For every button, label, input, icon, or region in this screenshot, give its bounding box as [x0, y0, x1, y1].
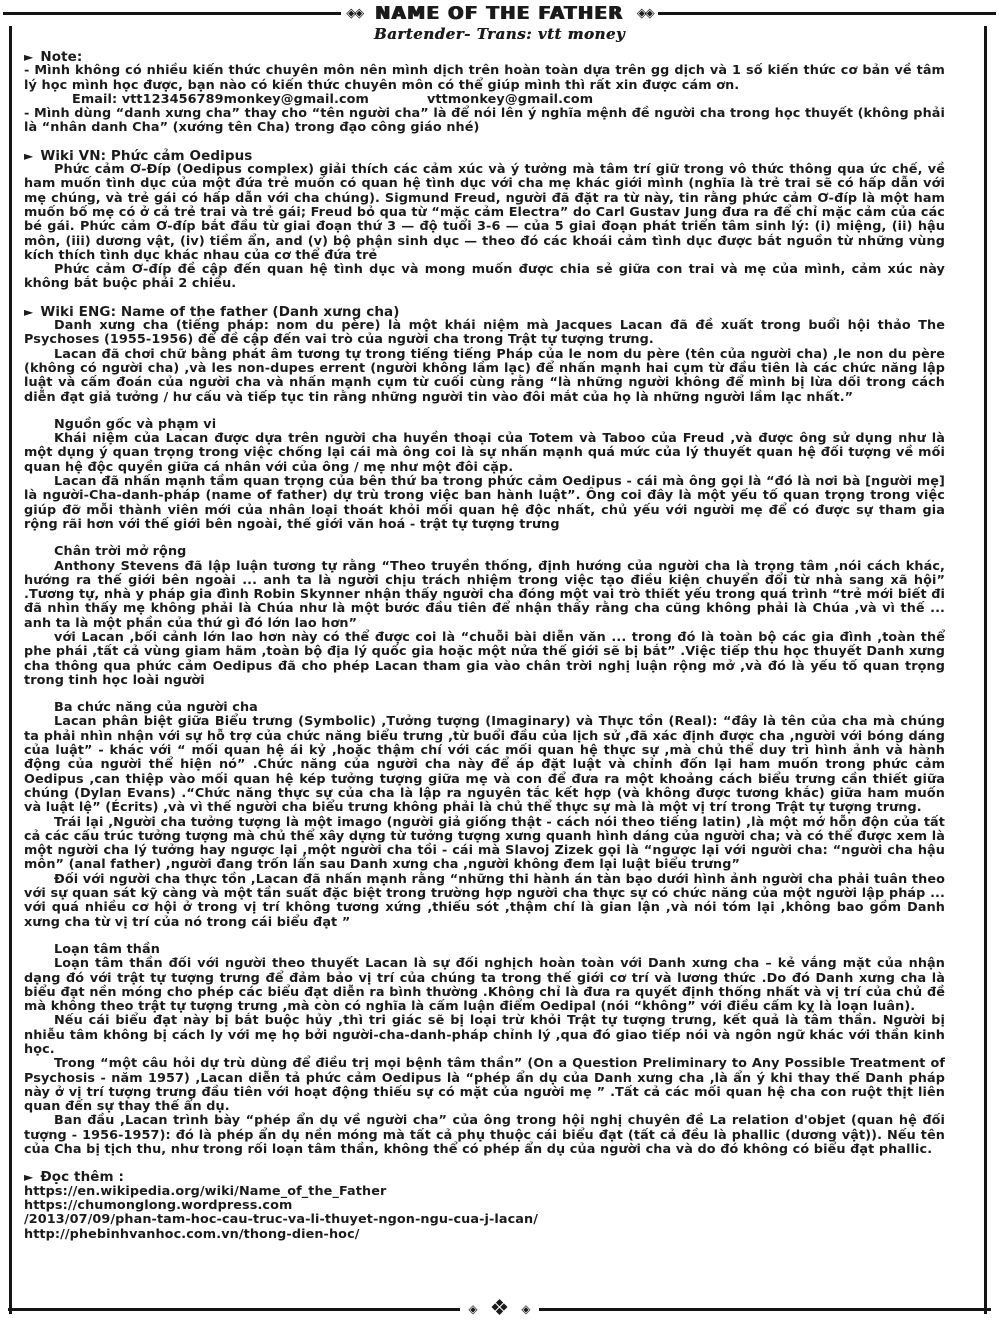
header-rule-left — [3, 12, 341, 15]
paragraph: Lacan đã chơi chữ bằng phát âm tương tự trong tiếng tiếng Pháp của le nom du père (tên của người cha) ,le non du père (không có người cha) ,và les non-dupes errent (người không lầm lạc) để nhấn mạnh hai cụm từ đầu tiên là các chức năng lập luật và cấm đoán của người cha và nhấn mạnh cụm từ cuối cùng rằng “là những người không để mình bị lừa dối trong cách diễn đạt giả tưởng / hư cấu và tiếp tục tin rằng những người tin vào đôi mắt của họ là những người lầm lạc nhất.” — [24, 346, 945, 405]
sub-heading: Chân trời mở rộng — [54, 544, 187, 560]
sub-heading: Ba chức năng của người cha — [54, 700, 258, 716]
section-label: Wiki VN: Phức cảm Oedipus — [40, 147, 253, 164]
paragraph: Nếu cái biểu đạt này bị bắt buộc hủy ,thì tri giác sẽ bị loại trừ khỏi Trật tự tượng trưng, kết quả là tâm thần. Người bị nhiễu tâm không bị cách ly với mẹ họ bởi người-cha-danh-pháp chỉnh lý ,qua đó giao tiếp nói và ngôn ngữ khác với thần kinh học. — [24, 1013, 945, 1057]
section-header — [24, 305, 945, 319]
document-body — [0, 43, 999, 1242]
page-subtitle: Bartender- Trans: vtt money — [373, 25, 626, 43]
diamond-ornament-right-icon: ◈ — [521, 1302, 531, 1316]
reference-url: https://en.wikipedia.org/wiki/Name_of_the_Father — [24, 1183, 387, 1199]
title-row — [0, 3, 999, 24]
footer-rule-right — [539, 1308, 991, 1311]
paragraph: Anthony Stevens đã lập luận tương tự rằng “Theo truyền thống, định hướng của người cha là trọng tâm ,nói cách khác, hướng ra thế giới bên ngoài ... anh ta là người chịu trách nhiệm trong việc tạo điều kiện chuyển đổi từ nhà sang xã hội” .Tương tự, nhà y pháp gia đình Robin Skynner nhận thấy người cha đóng một vai trò thiết yếu trong quá trình “trẻ mới biết đi đã nhìn thấy mẹ không phải là Chúa như là một bước đầu tiên để nhận thấy rằng cha cũng không phải là Chúa ,và vì thế ... anh ta là một phần của thứ gì đó lớn lao hơn” — [24, 558, 945, 631]
paragraph: Trái lại ,Người cha tưởng tượng là một imago (người giả giống thật - cách nói theo tiếng latin) ,là một mớ hỗn độn của tất cả các cấu trúc tưởng tượng mà chủ thể xây dựng từ tưởng tượng xưng quanh hình dáng của người cha; và có thể được xem là một người cha lý tưởng hay ngược lại ,một người cha tồi - cái mà Slavoj Zizek gọi là “ngược lại với người cha: “người cha hậu môn” (anal father) ,người đang trốn lẩn sau Danh xưng cha ,người không đem lại luật biểu trưng” — [24, 814, 945, 873]
paragraph: Phức cảm Ơ-Đíp (Oedipus complex) giải thích các cảm xúc và ý tưởng mà tâm trí giữ trong vô thức thông qua ức chế, về ham muốn tình dục của một đứa trẻ muốn có quan hệ tình dục với cha mẹ khác giới mình (nghĩa là trẻ trai sẽ có hấp dẫn với mẹ chúng, và trẻ gái có hấp dẫn với cha chúng). Sigmund Freud, người đã đặt ra từ này, tin rằng phức cảm Ơ-đíp là một ham muốn bố mẹ có ở cả trẻ trai và trẻ gái; Freud bỏ qua từ “mặc cảm Electra” do Carl Gustav Jung đưa ra để chỉ mặc cảm của các bé gái. Phức cảm Ơ-đíp bắt đầu từ giai đoạn thứ 3 — độ tuổi 3-6 — của 5 giai đoạn phát triển tâm sinh lý: (i) miệng, (ii) hậu môn, (iii) dương vật, (iv) tiềm ẩn, and (v) bộ phận sinh dục — theo đó các khoái cảm tình dục được bắt nguồn từ những vùng kích thích tình dục khác nhau của cơ thể đứa trẻ — [24, 162, 945, 263]
note-line: - Mình không có nhiều kiến thức chuyên môn nên mình dịch trên hoàn toàn dựa trên gg dịch và 1 số kiến thức cơ bản về tâm lý học mình học được, bạn nào có kiến thức chuyên môn có thể giúp mình thì rất xin được cám ơn. — [24, 63, 945, 93]
section-label: Đọc thêm : — [40, 1169, 125, 1186]
footer-ornament — [460, 1298, 538, 1320]
paragraph: Đối với người cha thực tồn ,Lacan đã nhấn mạnh rằng “những thi hành án tàn bạo dưới hình ảnh người cha phải tuân theo với sự quan sát kỹ càng và một tần suất đặc biệt trong trường hợp người cha thực sự có chức năng của một người lập pháp ... với quá nhiều cơ hội ở trong vị trí không tương xứng ,thiếu sót ,thậm chí là gian lận ,và nói tóm lại ,không bao gồm Danh xưng cha từ vị trí của nó trong cái biểu đạt ” — [24, 871, 945, 930]
diamond-ornament-left-icon: ◈ — [468, 1302, 478, 1316]
page-border-left — [9, 26, 12, 1314]
reference-url: /2013/07/09/phan-tam-hoc-cau-truc-va-li-thuyet-ngon-ngu-cua-j-lacan/ — [24, 1212, 539, 1228]
page-header — [0, 0, 999, 43]
section-label: Note: — [40, 49, 83, 65]
paragraph: Lacan đã nhấn mạnh tầm quan trọng của bên thứ ba trong phức cảm Oedipus - cái mà ông gọi là “đó là nơi bà [người mẹ] là người-Cha-danh-pháp (name of father) dự trù trong việc ban hành luật”. Ông coi đây là một yếu tố quan trọng trong việc giúp đỡ mỗi thành viên mới của nhân loại thoát khỏi mối quan hệ độc nhất, chủ yếu với người mẹ để có được sự tham gia rộng rãi hơn với thế giới bên ngoài, thế giới văn hoá - trật tự tượng trưng — [24, 474, 945, 532]
page-footer — [8, 1298, 991, 1320]
paragraph: Loạn tâm thần đối với người theo thuyết Lacan là sự đối nghịch hoàn toàn với Danh xưng cha – kẻ vắng mặt của nhận dạng đó với trật tự tượng trưng để đảm bảo vị trí của chúng ta trong thế giới cơ trí và lương thức .Do đó Danh xưng cha là biểu đạt nền móng cho phép các biểu đạt diễn ra bình thường .Không chỉ là đưa ra quyết định thống nhất và vị trí của chủ đề mà không theo trật tự tượng trưng ,mà còn có nghĩa là cấm luận điểm Oedipal (nói “không” với điều cấm kỵ là loạn luân). — [24, 956, 945, 1015]
header-rule-right — [658, 12, 996, 15]
paragraph: Khái niệm của Lacan được dựa trên người cha huyền thoại của Totem và Taboo của Freud ,và được ông sử dụng như là một dụng ý quan trọng trong việc chống lại cái mà ông coi là sự nhấn mạnh quá mức của lý thuyết quan hệ đối tượng về mối quan hệ độc quyền giữa cá nhân với của ông / mẹ như một đôi cặp. — [24, 431, 945, 475]
paragraph: Phức cảm Ơ-đíp đề cập đến quan hệ tình dục và mong muốn được chia sẻ giữa con trai và mẹ của mình, cảm xúc này không bắt buộc phải 2 chiều. — [24, 262, 945, 292]
section-header — [24, 149, 945, 163]
section-label: Wiki ENG: Name of the father (Danh xưng cha) — [40, 303, 400, 320]
paragraph: Ban đầu ,Lacan trình bày “phép ẩn dụ về người cha” của ông trong hội nghị chuyên đề La relation d'objet (quan hệ đối tượng - 1956-1957): đó là phép ẩn dụ nền móng mà tất cả phụ thuộc cái biểu đạt (tất cả đều là phallic (dương vật)). Nếu tên của Cha bị tịch thu, như trong rối loạn tâm thần, không thể có phép ẩn dụ của người cha và do đó không có biểu đạt phallic. — [24, 1113, 945, 1158]
paragraph: với Lacan ,bối cảnh lớn lao hơn này có thể được coi là “chuỗi bài diễn văn ... trong đó là toàn bộ các gia đình ,toàn thể phe phái ,tất cả vùng giam hãm ,toàn bộ địa lý quốc gia hoặc một nửa thế giới sẽ bị bắt” .Việc tiếp thu học thuyết Danh xưng cha thông qua phức cảm Oedipus đã cho phép Lacan tham gia vào chân trời nghị luận rộng mở ,và đó là yếu tố quan trọng trong tinh học loài người — [24, 629, 945, 688]
sub-heading: Nguồn gốc và phạm vi — [54, 416, 217, 432]
arrow-bullet-icon: ► — [24, 148, 34, 163]
footer-rule-left — [8, 1308, 460, 1311]
email-secondary: vttmonkey@gmail.com — [426, 91, 594, 107]
arrow-bullet-icon: ► — [24, 304, 34, 319]
reference-url: http://phebinhvanhoc.com.vn/thong-dien-hoc/ — [24, 1226, 360, 1242]
sub-heading: Loạn tâm thần — [54, 941, 160, 957]
section-header — [24, 1170, 945, 1184]
diamond-cluster-ornament-icon: ❖ — [489, 1296, 510, 1321]
arrow-bullet-icon: ► — [24, 50, 34, 64]
paragraph: Trong “một câu hỏi dự trù dùng để điều trị mọi bệnh tâm thần” (On a Question Preliminary to Any Possible Treatment of Psychosis - năm 1957) ,Lacan diễn tả phức cảm Oedipus là “phép ẩn dụ của Danh xưng cha ,là ẩn ý khi thay thế Danh pháp này ở vị trí tượng trưng đầu tiên với hoạt động thiếu sự có mặt của người mẹ ” .Tất cả các mối quan hệ cha con ruột thịt liên quan đến sự thay thế ẩn dụ. — [24, 1056, 945, 1115]
note-line: - Mình dùng “danh xưng cha” thay cho “tên người cha” là để nói lên ý nghĩa mệnh đề người cha trong học thuyết (không phải là “nhân danh Cha” (xướng tên Cha) trong đạo công giáo nhé) — [24, 106, 945, 136]
double-diamond-ornament-left-icon: ◈◈ — [346, 6, 363, 21]
double-diamond-ornament-right-icon: ◈◈ — [636, 6, 653, 21]
email-primary: Email: vtt123456789monkey@gmail.com — [72, 91, 369, 107]
section-header — [24, 50, 945, 64]
arrow-bullet-icon: ► — [24, 1170, 34, 1185]
reference-url: https://chumonglong.wordpress.com — [24, 1197, 293, 1213]
paragraph: Lacan phân biệt giữa Biểu trưng (Symbolic) ,Tưởng tượng (Imaginary) và Thực tồn (Real): “đây là tên của cha mà chúng ta phải nhìn nhận với sự hỗ trợ của chức năng biểu trưng ,từ buổi đầu của lịch sử ,đã xác định được cha ,người với bóng dáng của luật” - khác với “ mối quan hệ ái kỷ ,hoặc thậm chí với các mối quan hệ thực sự ,mà chủ thể duy trì hình ảnh và hành động của người thể hiện nó” .Chức năng của người cha này để áp đặt luật và chỉnh đốn lại ham muốn trong phức cảm Oedipus ,can thiệp vào mối quan hệ kép tưởng tượng giữa mẹ và con để đưa ra một khoảng cách biểu trưng cần thiết giữa chúng (Dylan Evans) .“Chức năng thực sự của cha là lập ra nguyên tắc kết hợp (và không được tương khắc) giữa ham muốn và luật lệ” (Écrits) ,và vì thế người cha biểu trưng không phải là chủ thể thực sự mà là một vị trí trong Trật tự tượng trưng. — [24, 714, 945, 816]
page-border-right — [984, 26, 987, 1314]
paragraph: Danh xưng cha (tiếng pháp: nom du père) là một khái niệm mà Jacques Lacan đã đề xuất trong buổi hội thảo The Psychoses (1955-1956) để đề cập đến vai trò của người cha trong Trật tự tượng trưng. — [24, 318, 945, 348]
page-title: NAME OF THE FATHER — [375, 3, 624, 24]
